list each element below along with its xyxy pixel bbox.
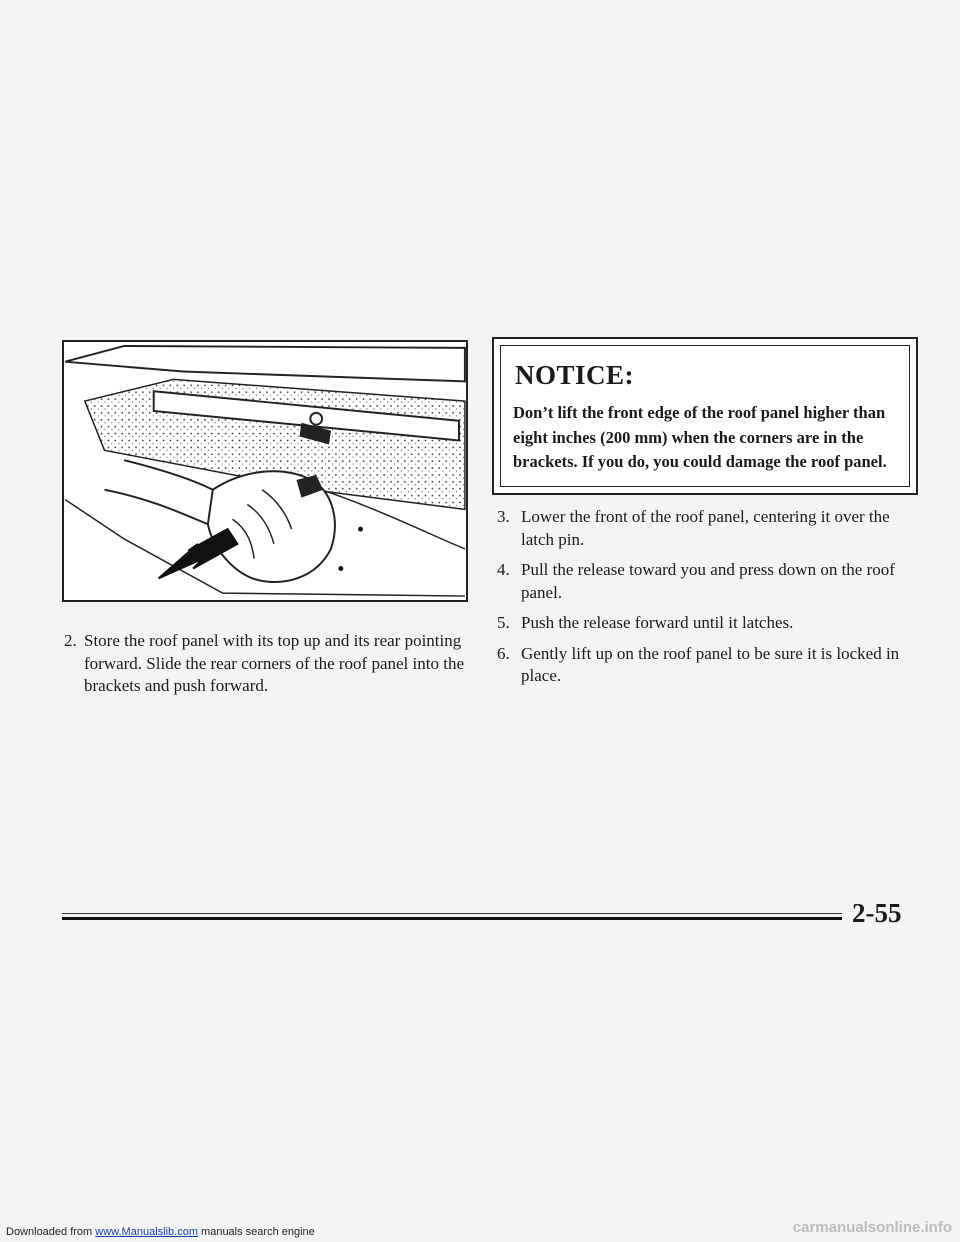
footer-suffix: manuals search engine [197,1226,315,1238]
footer-rule-thin [62,913,842,914]
roof-panel-illustration [62,340,468,602]
notice-box [492,337,918,495]
notice-body: Don’t lift the front edge of the roof panel higher than eight inches (200 mm) when the corners are in the brackets. If you do, you could damage the roof panel. [513,403,887,471]
footer-prefix: Downloaded from [6,1226,96,1238]
watermark: carmanualsonline.info [792,1219,952,1236]
footer-rule-thick [62,917,842,920]
step-2 [64,630,464,698]
manualslib-link[interactable]: www.Manualslib.com [95,1226,198,1238]
step-number: 4. [497,560,510,579]
roof-panel-drawing [64,342,466,600]
step-text: Push the release forward until it latches. [521,613,794,632]
step-3 [497,506,917,551]
step-text: Lower the front of the roof panel, centering it over the latch pin. [521,507,890,549]
step-number: 3. [497,507,510,526]
steps-list [497,506,917,696]
step-number: 5. [497,613,510,632]
step-5 [497,612,917,635]
notice-inner-frame [500,345,910,487]
page-number: 2-55 [852,898,902,928]
step-text: Pull the release toward you and press down on the roof panel. [521,560,895,602]
step-text: Gently lift up on the roof panel to be sure it is locked in place. [521,643,900,685]
step-number: 2. [64,631,77,650]
step-text: Store the roof panel with its top up and its rear pointing forward. Slide the rear corners of the roof panel into the brackets and push forward. [84,631,464,695]
download-footer [6,1226,315,1238]
step-4 [497,559,917,604]
notice-title: NOTICE: [515,360,635,390]
step-number: 6. [497,643,510,663]
step-6 [497,643,917,688]
